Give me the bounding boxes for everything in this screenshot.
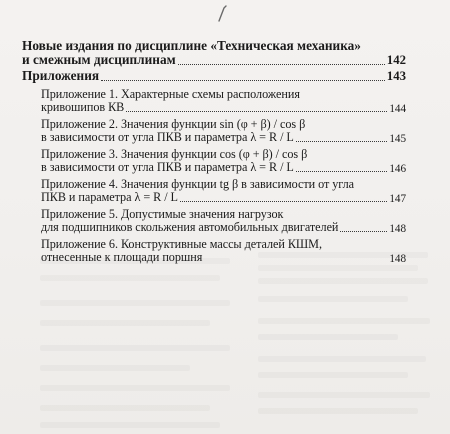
toc-entry-new-editions: [22, 52, 406, 68]
page-number: 148: [389, 253, 406, 265]
toc-entry-appendix-6: [41, 250, 406, 265]
appendix-1-title: Приложение 1. Характерные схемы расположения: [41, 87, 300, 101]
appendix-5-title-cont: для подшипников скольжения автомобильных двигателей: [41, 220, 339, 234]
leader-dots: [296, 141, 388, 142]
page-number: 146: [389, 163, 406, 175]
appendix-1-title-cont: кривошипов КВ: [41, 100, 125, 114]
toc-entry-appendix-5: [41, 220, 406, 235]
appendix-2-title-cont: в зависимости от угла ПКВ и параметра λ = R / L: [41, 130, 294, 144]
section-title-new-editions: Новые издания по дисциплине «Техническая механика»: [22, 38, 361, 53]
leader-dots: [296, 171, 388, 172]
page-number: 144: [389, 103, 406, 115]
leader-dots: [180, 201, 387, 202]
appendix-5-title: Приложение 5. Допустимые значения нагрузок: [41, 207, 284, 221]
toc-entry-appendix-1: [41, 100, 406, 115]
page-number: 147: [389, 193, 406, 205]
leader-dots: [340, 231, 387, 232]
leader-dots: [204, 261, 387, 262]
appendix-6-title-cont: отнесенные к площади поршня: [41, 250, 203, 264]
appendix-3-title: Приложение 3. Значения функции cos (φ + β) / cos β: [41, 147, 308, 161]
toc-entry-appendices: [22, 68, 406, 84]
appendix-4-title-cont: ПКВ и параметра λ = R / L: [41, 190, 178, 204]
leader-dots: [101, 80, 385, 81]
leader-dots: [178, 64, 385, 65]
appendix-3-title-cont: в зависимости от угла ПКВ и параметра λ = R / L: [41, 160, 294, 174]
toc-entry-appendix-4: [41, 190, 406, 205]
page-number: 143: [386, 69, 406, 83]
page-number: 145: [389, 133, 406, 145]
section-title-appendices: Приложения: [22, 68, 100, 83]
toc-entry-appendix-3: [41, 160, 406, 175]
leader-dots: [126, 111, 387, 112]
appendix-2-title: Приложение 2. Значения функции sin (φ + β) / cos β: [41, 117, 306, 131]
appendix-4-title: Приложение 4. Значения функции tg β в зависимости от угла: [41, 177, 355, 191]
page-number: 142: [386, 53, 406, 67]
appendix-6-title: Приложение 6. Конструктивные массы деталей КШМ,: [41, 237, 322, 251]
section-title-new-editions-cont: и смежным дисциплинам: [22, 52, 176, 67]
page-mark-glyph: [216, 4, 230, 22]
toc-entry-appendix-2: [41, 130, 406, 145]
page-number: 148: [389, 223, 406, 235]
